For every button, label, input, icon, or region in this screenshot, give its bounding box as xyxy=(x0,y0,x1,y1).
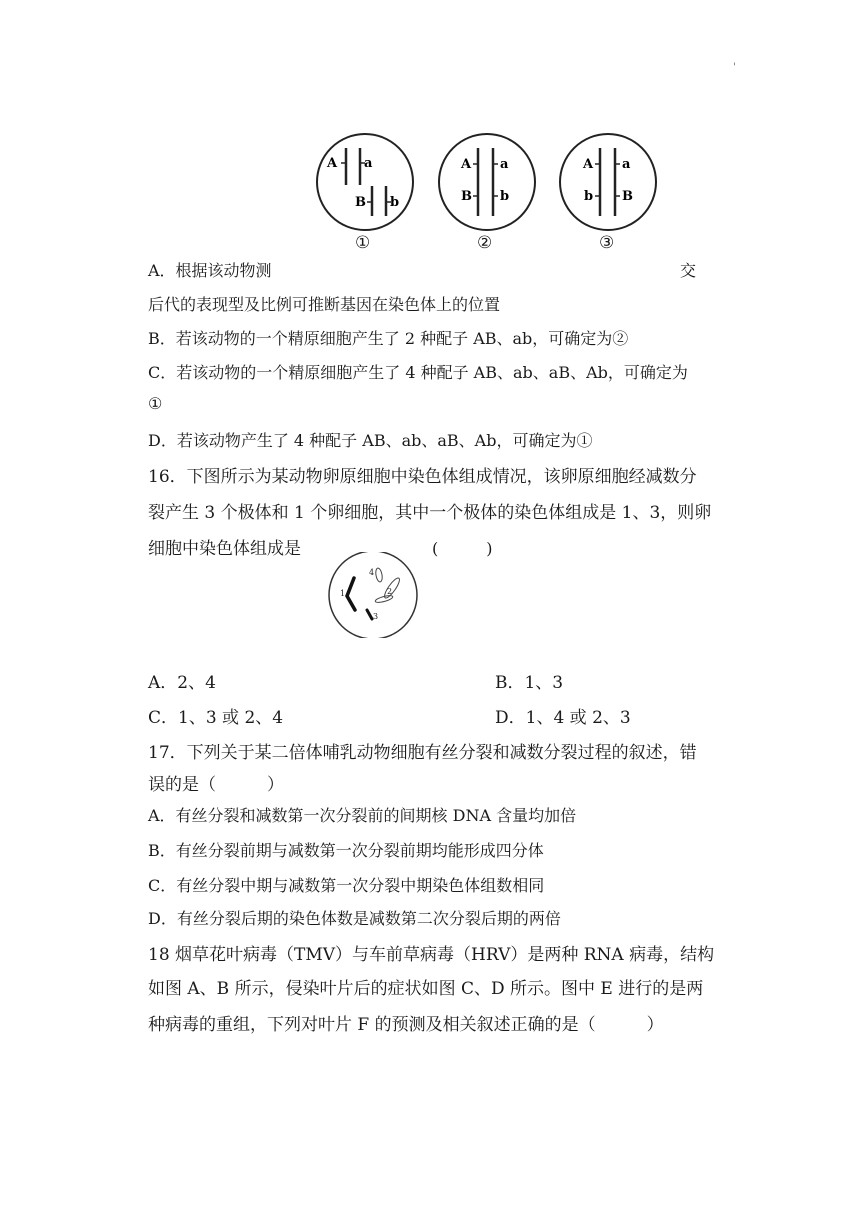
chromosome-label-3: 3 xyxy=(373,612,379,621)
figure-label-2: ② xyxy=(477,233,493,253)
oocyte-chromosome-figure xyxy=(326,552,422,638)
gene-label: A xyxy=(583,157,594,172)
q16-stem-line2: 裂产生 3 个极体和 1 个卵细胞，其中一个极体的染色体组成是 1、3，则卵 xyxy=(148,503,712,523)
q15-option-a-part3: 后代的表现型及比例可推断基因在染色体上的位置 xyxy=(148,295,501,314)
q18-stem-line1: 18 烟草花叶病毒（TMV）与车前草病毒（HRV）是两种 RNA 病毒，结构 xyxy=(148,945,715,965)
q17-stem-line1: 17．下列关于某二倍体哺乳动物细胞有丝分裂和减数分裂过程的叙述，错 xyxy=(148,743,697,763)
chromosome-label-2: 2 xyxy=(387,587,393,596)
q17-option-b: B．有丝分裂前期与减数第一次分裂前期均能形成四分体 xyxy=(148,841,544,860)
cell-3 xyxy=(560,134,656,230)
cell-1 xyxy=(317,134,413,230)
q16-stem-line1: 16．下图所示为某动物卵原细胞中染色体组成情况，该卵原细胞经减数分 xyxy=(148,467,697,487)
q16-option-a: A．2、4 xyxy=(148,673,216,693)
q15-option-a-part2: 交 xyxy=(680,261,697,280)
figure-label-1: ① xyxy=(355,233,371,253)
chromosome-label-4: 4 xyxy=(369,568,375,577)
corner-mark: ' xyxy=(733,62,736,73)
gene-label: a xyxy=(364,156,373,171)
q15-option-c-part2: ① xyxy=(148,394,163,413)
chromosome-4 xyxy=(375,568,383,583)
q15-option-a-part1: A．根据该动物测 xyxy=(148,261,272,280)
chromosome-label-1: 1 xyxy=(340,589,346,598)
figure-label-3: ③ xyxy=(599,233,615,253)
gene-label: B xyxy=(355,195,366,210)
q15-option-d: D．若该动物产生了 4 种配子 AB、ab、aB、Ab，可确定为① xyxy=(148,431,593,450)
gene-label: b xyxy=(584,189,594,204)
q16-option-b: B．1、3 xyxy=(495,673,564,693)
q16-option-c: C．1、3 或 2、4 xyxy=(148,708,284,728)
q15-option-b: B．若该动物的一个精原细胞产生了 2 种配子 AB、ab，可确定为② xyxy=(148,329,629,348)
q17-stem-line2: 误的是（ ） xyxy=(148,775,284,795)
chromosome-1 xyxy=(347,578,355,610)
q17-option-d: D．有丝分裂后期的染色体数是减数第二次分裂后期的两倍 xyxy=(148,909,561,928)
q18-stem-line3: 种病毒的重组，下列对叶片 F 的预测及相关叙述正确的是（ ） xyxy=(148,1015,664,1035)
chromosome-3 xyxy=(367,610,372,619)
q16-stem-line3: 细胞中染色体组成是 xyxy=(148,539,301,559)
gene-label: A xyxy=(327,156,338,171)
q16-answer-paren: ( ) xyxy=(432,539,493,558)
gene-label: a xyxy=(622,157,631,172)
gene-label: B xyxy=(622,189,633,204)
gene-label: a xyxy=(500,157,509,172)
q18-stem-line2: 如图 A、B 所示，侵染叶片后的症状如图 C、D 所示。图中 E 进行的是两 xyxy=(148,979,704,999)
q16-option-d: D．1、4 或 2、3 xyxy=(495,708,631,728)
q17-option-c: C．有丝分裂中期与减数第一次分裂中期染色体组数相同 xyxy=(148,876,545,895)
q17-option-a: A．有丝分裂和减数第一次分裂前的间期核 DNA 含量均加倍 xyxy=(148,806,577,825)
q15-option-c-part1: C．若该动物的一个精原细胞产生了 4 种配子 AB、ab、aB、Ab，可确定为 xyxy=(148,363,688,382)
cell-2 xyxy=(439,134,535,230)
gene-label: A xyxy=(461,157,472,172)
gene-label: b xyxy=(500,189,510,204)
gene-label: b xyxy=(390,195,400,210)
gene-label: B xyxy=(461,189,472,204)
